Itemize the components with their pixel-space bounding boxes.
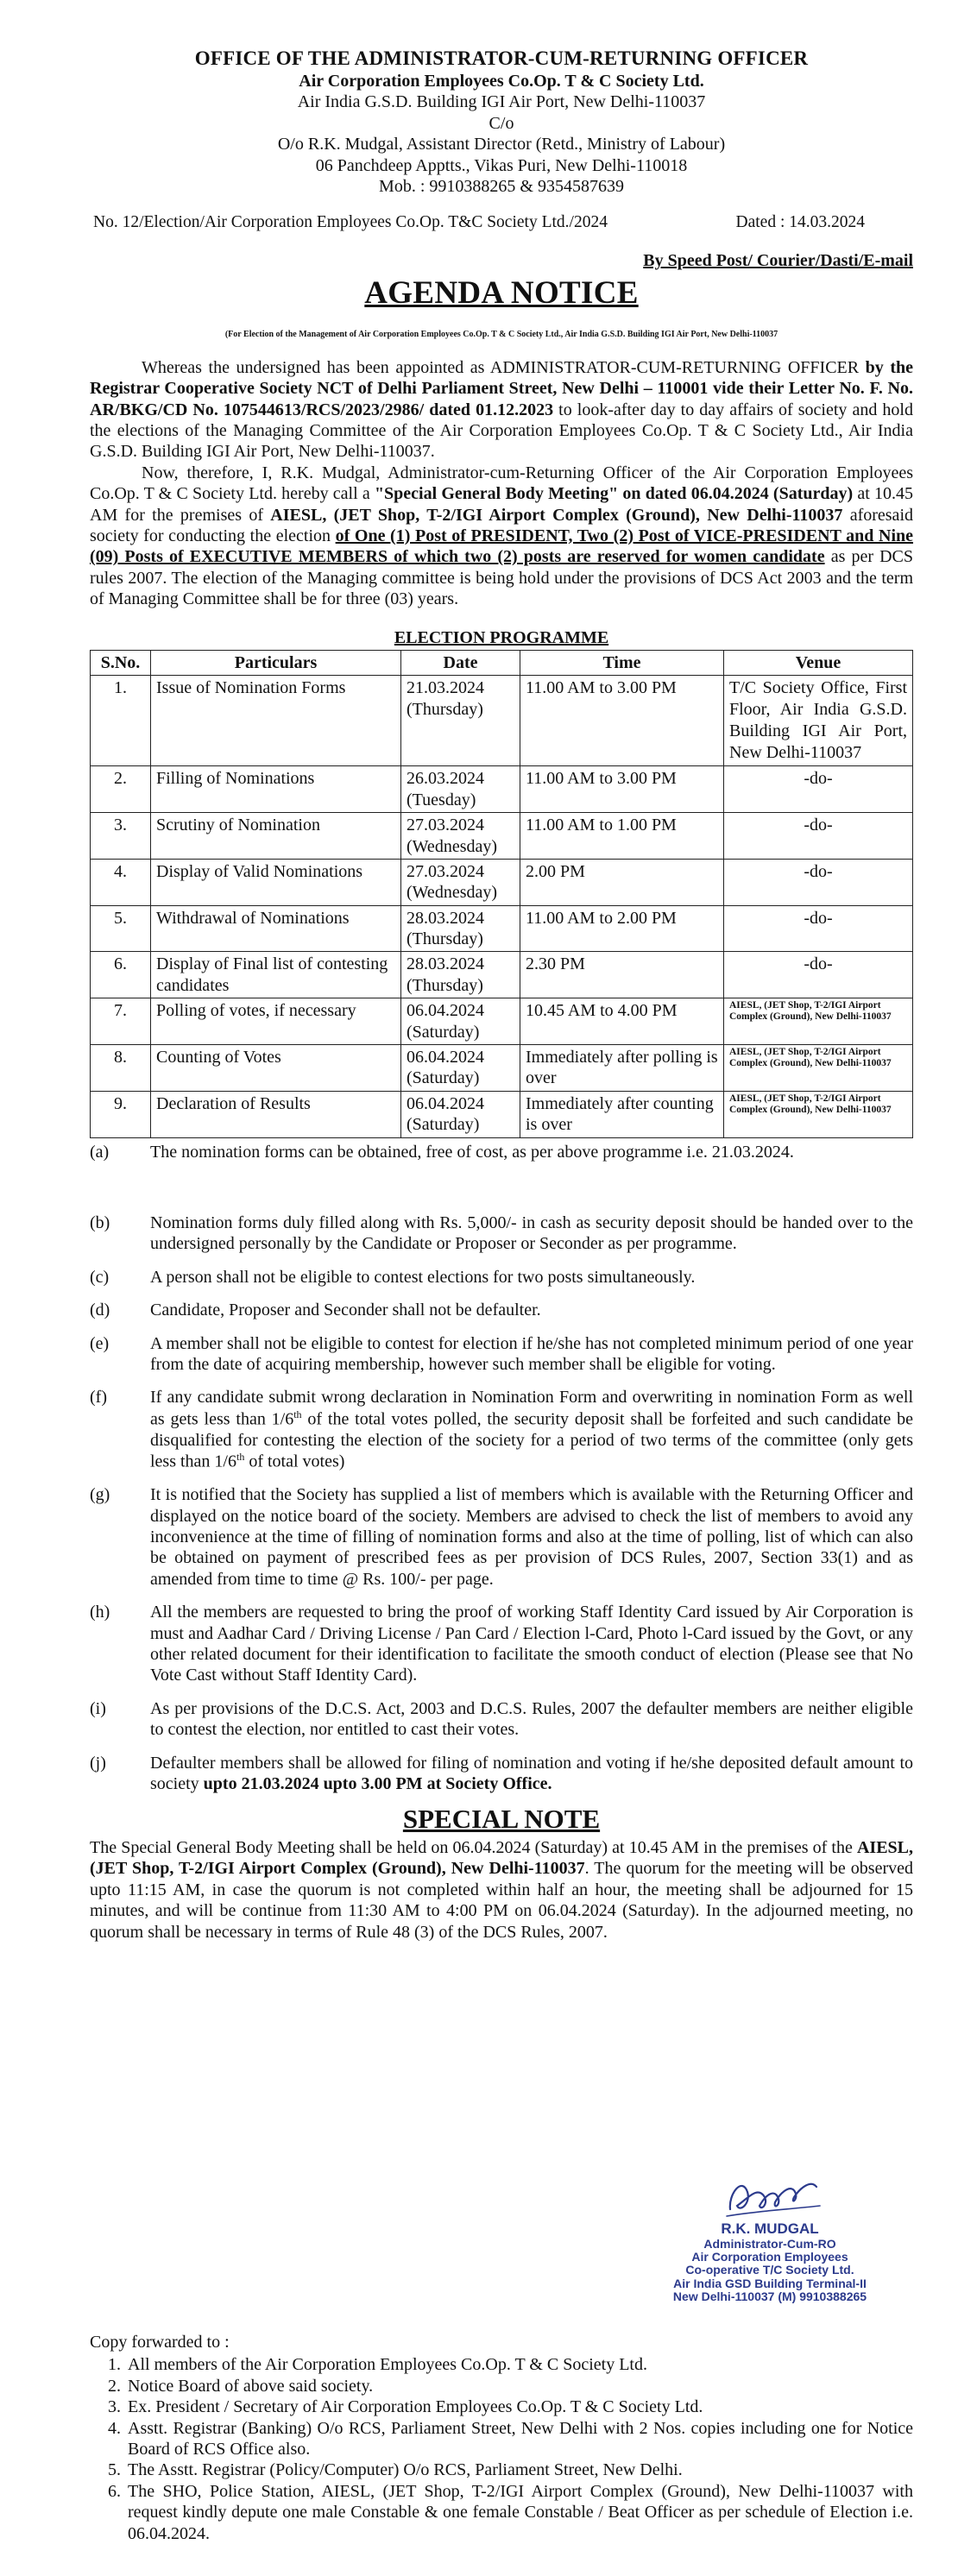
society-address: Air India G.S.D. Building IGI Air Port, New Delhi-110037 bbox=[297, 92, 706, 112]
cell-venue: AIESL, (JET Shop, T-2/IGI Airport Complex (Ground), New Delhi-110037 bbox=[724, 1045, 913, 1092]
cell-time: 11.00 AM to 3.00 PM bbox=[520, 676, 724, 766]
note-text: Nomination forms duly filled along with Rs. 5,000/- in cash as security deposit should be handed over to the undersigned personally by the Candidate or Proposer or Seconder as per programme. bbox=[150, 1212, 913, 1254]
cell-particulars: Withdrawal of Nominations bbox=[151, 905, 401, 952]
note-text: The nomination forms can be obtained, free of cost, as per above programme i.e. 21.03.2024. bbox=[150, 1142, 794, 1162]
list-item-number: 3. bbox=[108, 2397, 121, 2417]
cell-venue: -do- bbox=[724, 813, 913, 860]
cell-sno: 5. bbox=[91, 905, 151, 952]
note-label: (h) bbox=[90, 1603, 110, 1622]
list-item-number: 1. bbox=[108, 2355, 121, 2375]
election-programme-title: ELECTION PROGRAMME bbox=[394, 627, 609, 647]
para2-text-3: at 10.45 AM for the premises of bbox=[90, 484, 913, 525]
reference-line bbox=[90, 212, 913, 233]
cell-date bbox=[401, 813, 520, 860]
cell-particulars: Counting of Votes bbox=[151, 1045, 401, 1092]
note-i bbox=[90, 1698, 913, 1741]
col-particulars: Particulars bbox=[151, 650, 401, 675]
copy-heading: Copy forwarded to : bbox=[90, 2333, 230, 2352]
table-row bbox=[91, 1045, 913, 1092]
table-row bbox=[91, 905, 913, 952]
note-b bbox=[90, 1212, 913, 1255]
date-value: 28.03.2024 bbox=[407, 908, 484, 928]
para1-text-3: to look-after day to day affairs of society and hold the elections of the Managing Committee of the Air Corporation Employees Co.Op. T & C Society Ltd., Air India G.S.D. Building IGI Air Port, New Delhi-110037. bbox=[90, 400, 913, 462]
superscript: th bbox=[293, 1408, 302, 1420]
date-value: 21.03.2024 bbox=[407, 678, 484, 698]
col-date: Date bbox=[401, 650, 520, 675]
signatory-designation: Administrator-Cum-RO bbox=[703, 2236, 836, 2251]
cell-date bbox=[401, 859, 520, 905]
date-value: 27.03.2024 bbox=[407, 816, 484, 835]
note-text: A person shall not be eligible to contest elections for two posts simultaneously. bbox=[150, 1267, 696, 1287]
list-item bbox=[90, 2376, 913, 2396]
reference-number: No. 12/Election/Air Corporation Employees Co.Op. T&C Society Ltd./2024 bbox=[93, 213, 608, 232]
cell-date bbox=[401, 1091, 520, 1137]
note-text: A member shall not be eligible to contest for election if he/she has not completed minimum period of one year from the date of acquiring membership, however such member shall be eligible for voting. bbox=[150, 1333, 913, 1374]
office-title: OFFICE OF THE ADMINISTRATOR-CUM-RETURNING OFFICER bbox=[194, 47, 809, 69]
table-row bbox=[91, 859, 913, 905]
date-value: 28.03.2024 bbox=[407, 954, 484, 974]
col-venue: Venue bbox=[724, 650, 913, 675]
list-item-text: Notice Board of above said society. bbox=[128, 2376, 374, 2396]
cell-sno: 9. bbox=[91, 1091, 151, 1137]
list-item-text: Ex. President / Secretary of Air Corporation Employees Co.Op. T & C Society Ltd. bbox=[128, 2397, 703, 2417]
note-label: (a) bbox=[90, 1142, 110, 1162]
note-j bbox=[90, 1753, 913, 1795]
list-item-number: 6. bbox=[108, 2481, 121, 2501]
note-f-text-3: of total votes) bbox=[244, 1452, 345, 1471]
table-body bbox=[91, 676, 913, 1137]
list-item bbox=[90, 2481, 913, 2544]
cell-particulars: Filling of Nominations bbox=[151, 766, 401, 813]
day-value: (Wednesday) bbox=[407, 883, 498, 903]
date-value: 27.03.2024 bbox=[407, 861, 484, 881]
superscript: th bbox=[236, 1451, 245, 1464]
special-note-text bbox=[90, 1837, 913, 1943]
list-item-text: The Asstt. Registrar (Policy/Computer) O/o RCS, Parliament Street, New Delhi. bbox=[128, 2460, 683, 2480]
signatory-org-2: Co-operative T/C Society Ltd. bbox=[685, 2263, 854, 2277]
cell-particulars: Polling of votes, if necessary bbox=[151, 998, 401, 1045]
list-item bbox=[90, 2396, 913, 2417]
note-label: (f) bbox=[90, 1388, 107, 1408]
para2-text-7: as per DCS rules 2007. The election of the Managing committee is being hold under the provisions of DCS Act 2003 and the term of Managing Committee shall be for three (03) years. bbox=[90, 547, 913, 609]
cell-time: Immediately after counting is over bbox=[520, 1091, 724, 1137]
signatory-stamp bbox=[649, 2221, 891, 2304]
cell-time: 11.00 AM to 2.00 PM bbox=[520, 905, 724, 952]
note-j-text-2: upto 21.03.2024 upto 3.00 PM at Society Office. bbox=[203, 1773, 552, 1793]
col-sno: S.No. bbox=[91, 650, 151, 675]
para1-text-1: Whereas the undersigned has been appointed as ADMINISTRATOR-CUM-RETURNING OFFICER bbox=[142, 357, 866, 377]
care-of: C/o bbox=[488, 113, 514, 133]
election-programme-table bbox=[90, 650, 913, 1138]
cell-sno: 2. bbox=[91, 766, 151, 813]
society-name: Air Corporation Employees Co.Op. T & C Society Ltd. bbox=[299, 72, 704, 91]
note-f-text-2: of the total votes polled, the security deposit shall be forfeited and such candidate be disqualified for contesting the election of the society for a period of two terms of the committee (only gets less than 1/6 bbox=[150, 1409, 913, 1471]
cell-venue: -do- bbox=[724, 905, 913, 952]
cell-venue: AIESL, (JET Shop, T-2/IGI Airport Complex (Ground), New Delhi-110037 bbox=[724, 1091, 913, 1137]
para2-text-1: Now, therefore, I, R.K. Mudgal, Administrator-cum-Returning Officer of the Air Corporation Employees Co.Op. T & C Society Ltd. hereby call a bbox=[90, 463, 913, 504]
cell-time: 2.00 PM bbox=[520, 859, 724, 905]
note-label: (d) bbox=[90, 1301, 110, 1320]
table-row bbox=[91, 998, 913, 1045]
date-value: 06.04.2024 bbox=[407, 1001, 484, 1021]
mobile-numbers: Mob. : 9910388265 & 9354587639 bbox=[379, 177, 624, 196]
cell-date bbox=[401, 998, 520, 1045]
list-item bbox=[90, 2459, 913, 2480]
date-value: 06.04.2024 bbox=[407, 1093, 484, 1113]
special-text-2: AIESL, (JET Shop, T-2/IGI Airport Complex (Ground), New Delhi-110037 bbox=[90, 1838, 913, 1879]
note-label: (j) bbox=[90, 1753, 106, 1773]
day-value: (Thursday) bbox=[407, 929, 483, 949]
special-text-1: The Special General Body Meeting shall be held on 06.04.2024 (Saturday) at 10.45 AM in the premises of the bbox=[90, 1838, 857, 1858]
day-value: (Saturday) bbox=[407, 1022, 480, 1042]
cell-date bbox=[401, 952, 520, 998]
note-text: Candidate, Proposer and Seconder shall not be defaulter. bbox=[150, 1301, 541, 1320]
special-note-title: SPECIAL NOTE bbox=[402, 1804, 601, 1835]
signatory-address: Air India GSD Building Terminal-II bbox=[673, 2276, 867, 2290]
cell-sno: 1. bbox=[91, 676, 151, 766]
para2-text-2: "Special General Body Meeting" on dated 06.04.2024 (Saturday) bbox=[374, 484, 854, 504]
cell-time: 10.45 AM to 4.00 PM bbox=[520, 998, 724, 1045]
letterhead bbox=[90, 47, 913, 197]
cell-particulars: Issue of Nomination Forms bbox=[151, 676, 401, 766]
list-item bbox=[90, 2354, 913, 2375]
table-row bbox=[91, 766, 913, 813]
note-label: (c) bbox=[90, 1267, 110, 1287]
copy-forwarded bbox=[90, 2332, 913, 2544]
cell-venue: -do- bbox=[724, 766, 913, 813]
cell-particulars: Scrutiny of Nomination bbox=[151, 813, 401, 860]
note-j-text-1: Defaulter members shall be allowed for filing of nomination and voting if he/she deposited default amount to society bbox=[150, 1753, 913, 1793]
officer-line: O/o R.K. Mudgal, Assistant Director (Retd., Ministry of Labour) bbox=[277, 135, 726, 154]
note-d bbox=[90, 1300, 913, 1320]
note-text: All the members are requested to bring the proof of working Staff Identity Card issued by Air Corporation is must and Aadhar Card / Driving License / Pan Card / Election l-Card, Photo l-Card issued by the Govt, or any other related document for their identification to facilitate the smooth conduct of election (Please see that No Vote Cast without Staff Identity Card). bbox=[150, 1603, 913, 1685]
note-label: (i) bbox=[90, 1698, 106, 1718]
note-h bbox=[90, 1602, 913, 1686]
note-label: (g) bbox=[90, 1485, 110, 1505]
signatory-org-1: Air Corporation Employees bbox=[691, 2250, 848, 2264]
cell-particulars: Declaration of Results bbox=[151, 1091, 401, 1137]
note-f-text-1: If any candidate submit wrong declaration in Nomination Form and overwriting in nomination Form as well as gets less than 1/6 bbox=[150, 1388, 913, 1429]
note-text bbox=[150, 1387, 913, 1472]
paragraph-appointment bbox=[90, 357, 913, 463]
date-value: 26.03.2024 bbox=[407, 769, 484, 789]
agenda-title: AGENDA NOTICE bbox=[364, 274, 639, 311]
para2-text-4: AIESL, (JET Shop, T-2/IGI Airport Complex (Ground), New Delhi-110037 bbox=[270, 505, 843, 525]
day-value: (Thursday) bbox=[407, 975, 483, 995]
cell-sno: 6. bbox=[91, 952, 151, 998]
list-item bbox=[90, 2418, 913, 2460]
cell-particulars: Display of Final list of contesting candidates bbox=[151, 952, 401, 998]
cell-date bbox=[401, 1045, 520, 1092]
note-text: As per provisions of the D.C.S. Act, 2003 and D.C.S. Rules, 2007 the defaulter members are neither eligible to contest the election, nor entitled to cast their votes. bbox=[150, 1698, 913, 1740]
copy-list bbox=[90, 2354, 913, 2544]
paragraph-meeting-call bbox=[90, 463, 913, 610]
note-f bbox=[90, 1387, 913, 1472]
list-item-text: The SHO, Police Station, AIESL, (JET Shop, T-2/IGI Airport Complex (Ground), New Delhi-110037 with request kindly depute one male Constable & one female Constable / Beat Officer as per schedule of Election i.e. 06.04.2024. bbox=[128, 2481, 913, 2543]
note-text: It is notified that the Society has supplied a list of members which is available with the Returning Officer and displayed on the notice board of the society. Members are advised to check the list of members to avoid any inconvenience at the time of filling of nomination forms and also at the time of polling, list of which can also be obtained on payment of prescribed fees as per provision of DCS Rules, 2007, Section 33(1) and as amended from time to time @ Rs. 100/- per page. bbox=[150, 1485, 913, 1589]
day-value: (Tuesday) bbox=[407, 790, 476, 809]
day-value: (Saturday) bbox=[407, 1115, 480, 1135]
day-value: (Saturday) bbox=[407, 1068, 480, 1088]
table-row bbox=[91, 1091, 913, 1137]
signature-scribble bbox=[722, 2168, 825, 2225]
cell-venue: T/C Society Office, First Floor, Air India G.S.D. Building IGI Air Port, New Delhi-110037 bbox=[724, 676, 913, 766]
signatory-contact: New Delhi-110037 (M) 9910388265 bbox=[672, 2289, 867, 2304]
list-item-number: 5. bbox=[108, 2460, 121, 2480]
note-g bbox=[90, 1484, 913, 1590]
officer-address: 06 Panchdeep Apptts., Vikas Puri, New Delhi-110018 bbox=[315, 155, 688, 175]
dispatch-mode: By Speed Post/ Courier/Dasti/E-mail bbox=[643, 251, 913, 271]
para2-text-6: of One (1) Post of PRESIDENT, Two (2) Post of VICE-PRESIDENT and Nine (09) Posts of EXECUTIVE MEMBERS of which two (2) posts are reserved for women candidate bbox=[90, 526, 914, 567]
cell-sno: 8. bbox=[91, 1045, 151, 1092]
cell-date bbox=[401, 766, 520, 813]
cell-time: 11.00 AM to 3.00 PM bbox=[520, 766, 724, 813]
cell-time: Immediately after polling is over bbox=[520, 1045, 724, 1092]
cell-date bbox=[401, 676, 520, 766]
note-a bbox=[90, 1142, 913, 1162]
table-row bbox=[91, 952, 913, 998]
day-value: (Thursday) bbox=[407, 699, 483, 719]
table-row bbox=[91, 813, 913, 860]
list-item-text: Asstt. Registrar (Banking) O/o RCS, Parliament Street, New Delhi with 2 Nos. copies including one for Notice Board of RCS Office also. bbox=[128, 2418, 913, 2459]
note-label: (e) bbox=[90, 1333, 110, 1353]
cell-time: 11.00 AM to 1.00 PM bbox=[520, 813, 724, 860]
list-item-number: 4. bbox=[108, 2418, 121, 2438]
dated: Dated : 14.03.2024 bbox=[735, 213, 865, 232]
day-value: (Wednesday) bbox=[407, 836, 498, 856]
special-text-3: . The quorum for the meeting will be observed upto 11:15 AM, in case the quorum is not completed within half an hour, the meeting shall be adjourned for 15 minutes, and will be continue from 11:30 AM to 4:00 PM on 06.04.2024 (Saturday). In the adjourned meeting, no quorum shall be necessary in terms of Rule 48 (3) of the DCS Rules, 2007. bbox=[90, 1859, 913, 1942]
cell-sno: 3. bbox=[91, 813, 151, 860]
signatory-name: R.K. MUDGAL bbox=[721, 2220, 819, 2237]
cell-date bbox=[401, 905, 520, 952]
note-c bbox=[90, 1267, 913, 1288]
para2-text-5: aforesaid society for conducting the election bbox=[90, 505, 913, 545]
list-item-text: All members of the Air Corporation Employees Co.Op. T & C Society Ltd. bbox=[128, 2355, 647, 2375]
cell-particulars: Display of Valid Nominations bbox=[151, 859, 401, 905]
note-text bbox=[150, 1753, 913, 1795]
cell-venue: -do- bbox=[724, 952, 913, 998]
col-time: Time bbox=[520, 650, 724, 675]
cell-venue: -do- bbox=[724, 859, 913, 905]
cell-time: 2.30 PM bbox=[520, 952, 724, 998]
note-label: (b) bbox=[90, 1212, 110, 1232]
notes-list bbox=[90, 1142, 913, 1795]
para1-text-2: by the Registrar Cooperative Society NCT of Delhi Parliament Street, New Delhi – 110001 vide their Letter No. F. No. AR/BKG/CD No. 107544613/RCS/2023/2986/ dated 01.12.2023 bbox=[90, 357, 913, 419]
agenda-subtitle: (For Election of the Management of Air Corporation Employees Co.Op. T & C Society Ltd., Air India G.S.D. Building IGI Air Port, New Delhi-110037 bbox=[224, 329, 778, 339]
cell-venue: AIESL, (JET Shop, T-2/IGI Airport Complex (Ground), New Delhi-110037 bbox=[724, 998, 913, 1045]
date-value: 06.04.2024 bbox=[407, 1048, 484, 1068]
note-e bbox=[90, 1333, 913, 1376]
table-row bbox=[91, 676, 913, 766]
cell-sno: 4. bbox=[91, 859, 151, 905]
cell-sno: 7. bbox=[91, 998, 151, 1045]
list-item-number: 2. bbox=[108, 2376, 121, 2396]
table-header-row bbox=[91, 650, 913, 675]
